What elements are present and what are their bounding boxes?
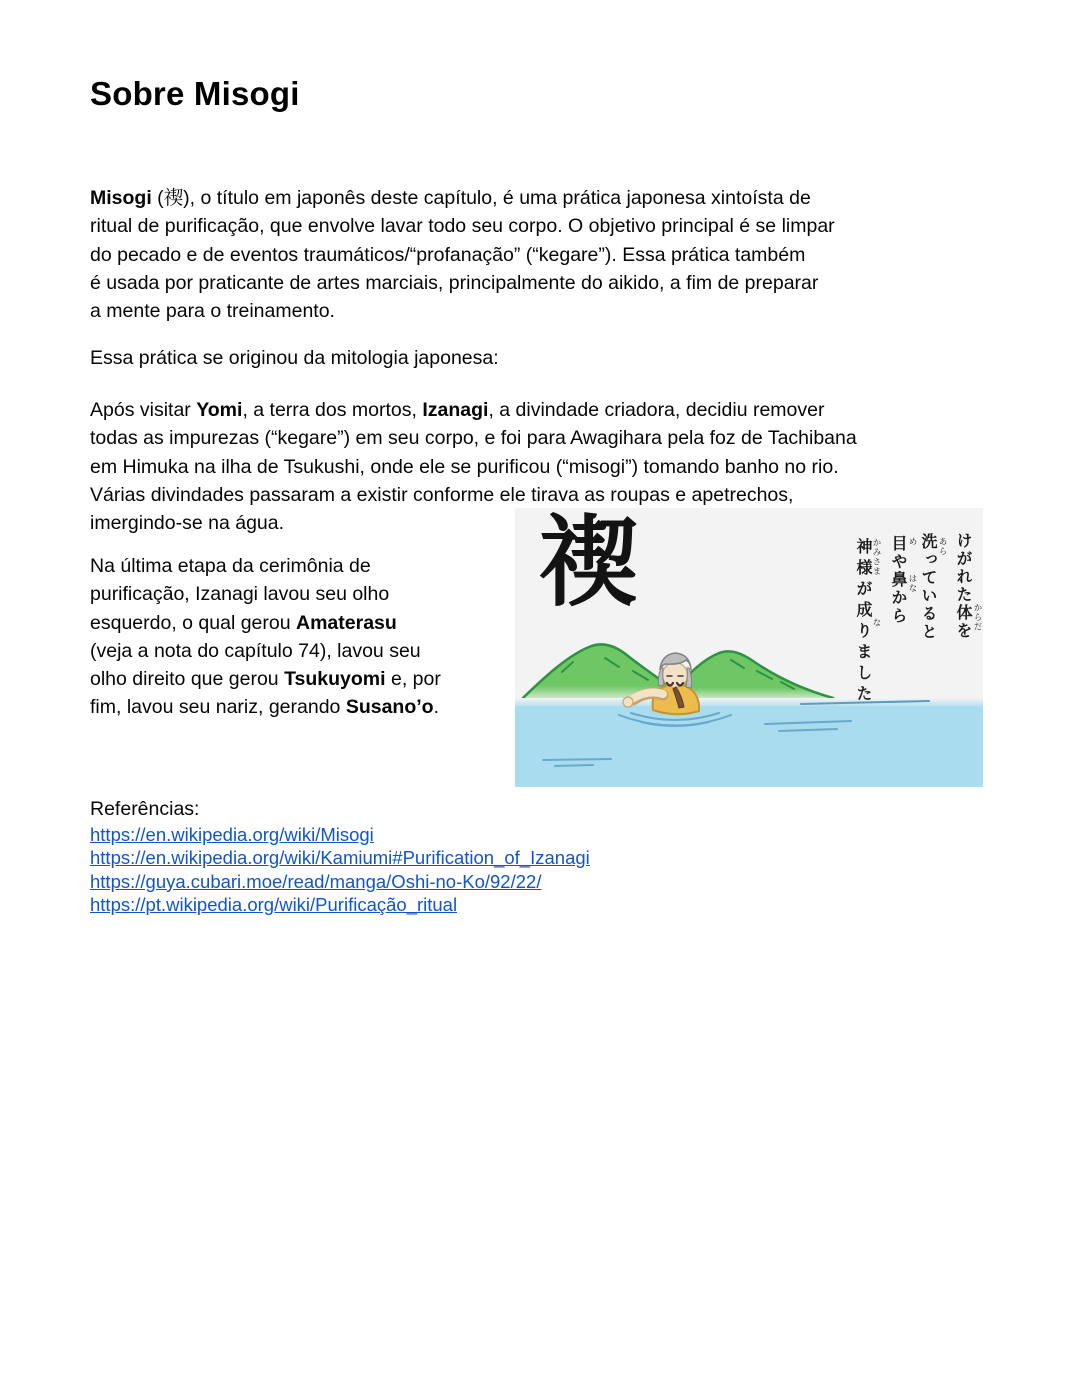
- references-section: [90, 795, 590, 917]
- furigana: な: [872, 618, 882, 628]
- paragraph-purification: [90, 552, 441, 722]
- vertical-text-column: 目や鼻から: [889, 535, 906, 625]
- text-line: olho direito que gerou Tsukuyomi e, por: [90, 668, 441, 691]
- reference-link-purificacao[interactable]: https://pt.wikipedia.org/wiki/Purificação_ritual: [90, 894, 458, 916]
- text-line: do pecado e de eventos traumáticos/“profanação” (“kegare”). Essa prática também: [90, 243, 806, 266]
- text-line: Várias divindades passaram a existir conforme ele tirava as roupas e apetrechos,: [90, 483, 794, 506]
- text-line: Misogi (禊), o título em japonês deste capítulo, é uma prática japonesa xintoísta de: [90, 187, 811, 209]
- references-heading: Referências:: [90, 798, 200, 820]
- reference-link-misogi[interactable]: https://en.wikipedia.org/wiki/Misogi: [90, 824, 374, 845]
- misogi-kanji: 禊: [539, 505, 638, 620]
- vertical-text-column: 洗っていると: [919, 533, 936, 641]
- reference-link-kamiumi[interactable]: https://en.wikipedia.org/wiki/Kamiumi#Purification_of_Izanagi: [90, 847, 590, 869]
- paragraph-origin-lead: [90, 344, 499, 372]
- furigana: あら: [938, 537, 948, 556]
- water: [515, 706, 983, 787]
- furigana: からだ: [973, 603, 983, 632]
- paragraph-intro: [90, 184, 835, 325]
- vertical-text-column: 神様が成りました: [854, 538, 871, 706]
- text-line: purificação, Izanagi lavou seu olho: [90, 583, 390, 606]
- text-line: em Himuka na ilha de Tsukushi, onde ele se purificou (“misogi”) tomando banho no rio.: [90, 455, 839, 478]
- text-line: esquerdo, o qual gerou Amaterasu: [90, 611, 397, 634]
- text-line: Após visitar Yomi, a terra dos mortos, Izanagi, a divindade criadora, decidiu remover: [90, 399, 825, 421]
- text-line: Essa prática se originou da mitologia japonesa:: [90, 347, 499, 369]
- furigana: め: [908, 537, 918, 547]
- text-line: Na última etapa da cerimônia de: [90, 555, 371, 577]
- text-line: imergindo-se na água.: [90, 512, 285, 535]
- text-line: ritual de purificação, que envolve lavar todo seu corpo. O objetivo principal é se limpar: [90, 215, 835, 238]
- furigana: かみさま: [872, 538, 882, 576]
- furigana: はな: [908, 574, 918, 593]
- reference-link-cubari[interactable]: https://guya.cubari.moe/read/manga/Oshi-no-Ko/92/22/: [90, 870, 542, 892]
- text-line: todas as impurezas (“kegare”) em seu corpo, e foi para Awagihara pela foz de Tachibana: [90, 427, 857, 450]
- text-line: (veja a nota do capítulo 74), lavou seu: [90, 639, 421, 662]
- misogi-illustration-figure: [515, 505, 983, 787]
- text-line: a mente para o treinamento.: [90, 300, 335, 323]
- text-line: é usada por praticante de artes marciais, principalmente do aikido, a fim de preparar: [90, 271, 819, 294]
- vertical-text-column: けがれた体を: [954, 532, 971, 640]
- text-line: fim, lavou seu nariz, gerando Susano’o.: [90, 696, 439, 719]
- page-title: Sobre Misogi: [90, 75, 300, 112]
